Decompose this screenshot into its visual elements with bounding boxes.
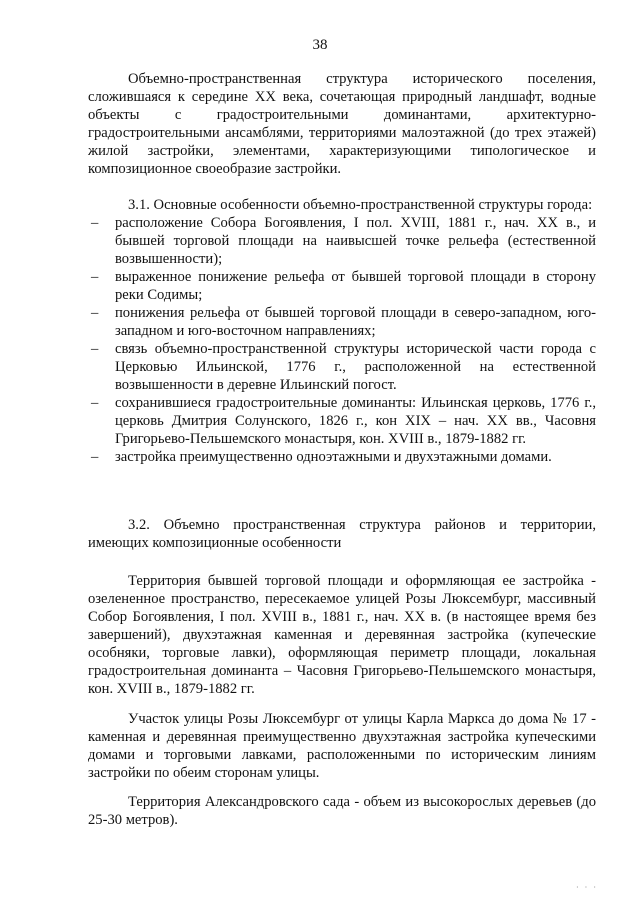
section-3-2-paragraph-3-block	[88, 793, 596, 829]
paragraph: Территория бывшей торговой площади и оформляющая ее застройка - озелененное пространство, пересекаемое улицей Розы Люксембург, массивный Собор Богоявления, I пол. XVIII в., 1881 г., нач. XX в. (в настоящее время без завершений), двухэтажная каменная и деревянная застройка (купеческие особняки, торговые лавки), оформляющая периметр площади, локальная градостроительная доминанта – Часовня Григорьево-Пельшемского монастыря, кон. XVIII в., 1879-1882 гг.	[88, 573, 596, 697]
paragraph: Участок улицы Розы Люксембург от улицы Карла Маркса до дома № 17 - каменная и деревянная преимущественно двухэтажная застройка купеческими домами и торговыми лавками, расположенными по историческим линиям застройки по обеим сторонам улицы.	[88, 711, 596, 781]
section-3-2-heading: 3.2. Объемно пространственная структура районов и территории, имеющих композиционные особенности	[88, 517, 596, 551]
intro-paragraph: Объемно-пространственная структура исторического поселения, сложившаяся к середине XX века, сочетающая природный ландшафт, водные объекты с градостроительными доминантами, архитектурно-градостроительными ансамблями, территориями малоэтажной (до трех этажей) жилой застройки, элементами, характеризующими типологическое и композиционное своеобразие застройки.	[88, 71, 596, 177]
dash-marker: –	[91, 305, 99, 321]
section-3-2-paragraph-1-block	[88, 572, 596, 698]
page-number: 38	[312, 37, 328, 53]
list-item: – сохранившиеся градостроительные доминанты: Ильинская церковь, 1776 г., церковь Дмитрия Солунского, 1826 г., кон XIX – нач. XX вв., Часовня Григорьево-Пельшемского монастыря, кон. XVIII в., 1879-1882 гг.	[91, 395, 596, 447]
dash-marker: –	[91, 215, 99, 231]
section-3-2-paragraph-2-block	[88, 710, 596, 782]
dash-marker: –	[91, 341, 99, 357]
section-3-1-heading: 3.1. Основные особенности объемно-пространственной структуры города:	[128, 197, 593, 213]
list-item: – понижения рельефа от бывшей торговой площади в северо-западном, юго-западном и юго-восточном направлениях;	[91, 305, 596, 339]
dash-marker: –	[91, 449, 99, 465]
section-3-2	[88, 516, 596, 552]
dash-marker: –	[91, 269, 99, 285]
intro-block	[88, 70, 596, 178]
list-item: – расположение Собора Богоявления, I пол. XVIII, 1881 г., нач. XX в., и бывшей торговой площади на наивысшей точке рельефа (естественной возвышенности);	[91, 215, 596, 267]
list-item: – застройка преимущественно одноэтажными и двухэтажными домами.	[91, 449, 552, 465]
section-3-1	[88, 196, 596, 466]
dash-marker: –	[91, 395, 99, 411]
paragraph: Территория Александровского сада - объем из высокорослых деревьев (до 25-30 метров).	[88, 794, 596, 828]
scan-mark: · · ·	[576, 883, 598, 892]
list-item: – выраженное понижение рельефа от бывшей торговой площади в сторону реки Содимы;	[91, 269, 596, 303]
section-3-1-list	[88, 214, 596, 466]
list-item: – связь объемно-пространственной структуры исторической части города с Церковью Ильинской, 1776 г., расположенной на естественной возвышенности в деревне Ильинский погост.	[91, 341, 596, 393]
